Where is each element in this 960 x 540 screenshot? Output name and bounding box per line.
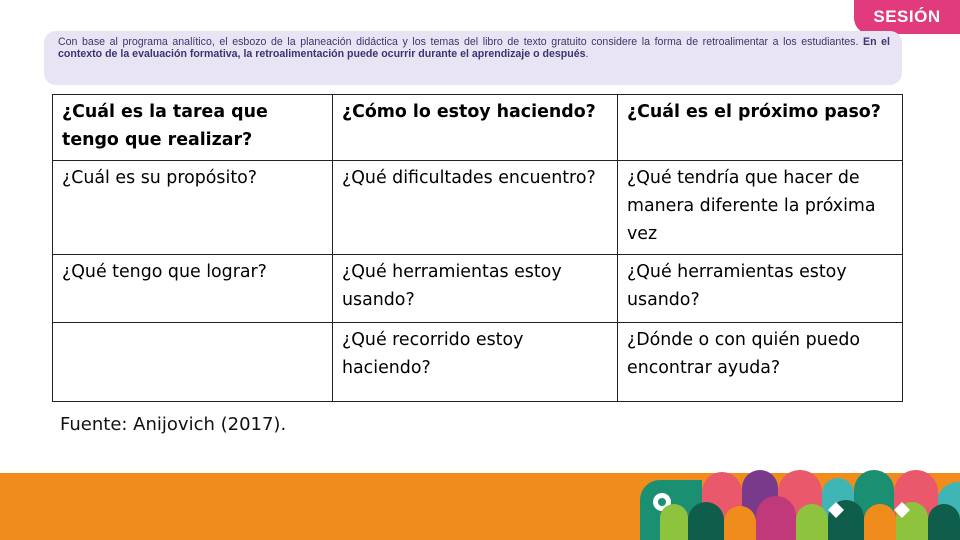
header-progress: ¿Cómo lo estoy haciendo?	[333, 95, 618, 161]
intro-text-end: .	[585, 47, 589, 60]
table-row	[53, 161, 903, 255]
table-cell: ¿Dónde o con quién puedo encontrar ayuda?	[618, 323, 903, 402]
intro-text-bold: En el contexto de la evaluación formativa, la retroalimentación puede ocurrir durante el aprendizaje o después	[58, 36, 890, 60]
decorative-pattern	[640, 462, 960, 540]
table-cell: ¿Qué herramientas estoy usando?	[618, 255, 903, 323]
header-next-step: ¿Cuál es el próximo paso?	[618, 95, 903, 161]
table-row	[53, 323, 903, 402]
intro-box	[44, 31, 902, 85]
table-cell: ¿Qué recorrido estoy haciendo?	[333, 323, 618, 402]
intro-text: Con base al programa analítico, el esbozo de la planeación didáctica y los temas del libro de texto gratuito considere la forma de retroalimentar a los estudiantes.	[58, 36, 863, 48]
table-cell: ¿Qué dificultades encuentro?	[333, 161, 618, 255]
table-header-row	[53, 95, 903, 161]
feedback-questions-table	[52, 94, 903, 402]
table-cell: ¿Cuál es su propósito?	[53, 161, 333, 255]
table-cell: ¿Qué tendría que hacer de manera diferente la próxima vez	[618, 161, 903, 255]
session-tab-label: SESIÓN	[873, 7, 941, 26]
source-citation: Fuente: Anijovich (2017).	[60, 414, 287, 435]
table-cell-empty	[53, 323, 333, 402]
session-tab	[854, 0, 960, 34]
table-cell: ¿Qué tengo que lograr?	[53, 255, 333, 323]
table-cell: ¿Qué herramientas estoy usando?	[333, 255, 618, 323]
table-row	[53, 255, 903, 323]
header-task: ¿Cuál es la tarea que tengo que realizar?	[53, 95, 333, 161]
